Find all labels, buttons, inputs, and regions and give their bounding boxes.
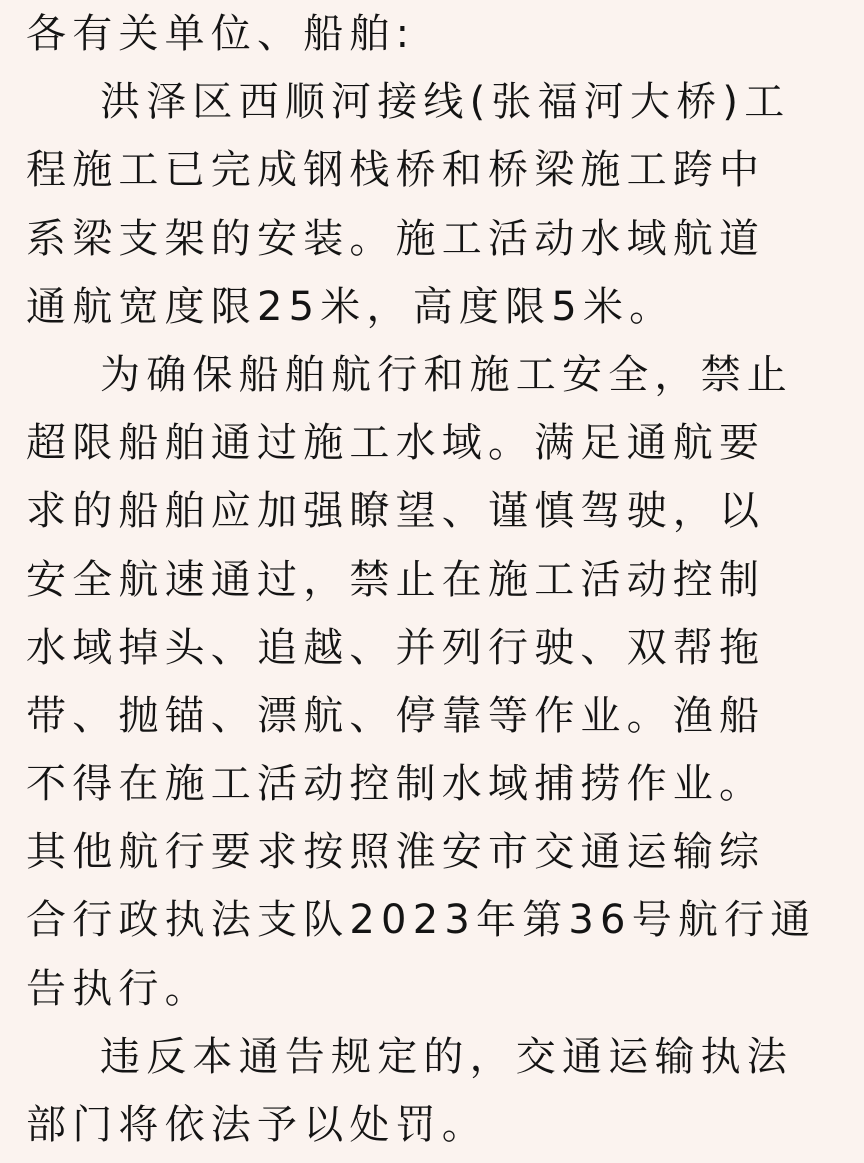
paragraph-1-line-3: 系梁支架的安装。施工活动水域航道 bbox=[26, 215, 766, 262]
paragraph-2-line-3: 求的船舶应加强瞭望、谨慎驾驶，以 bbox=[26, 488, 766, 535]
paragraph-1-line-2: 程施工已完成钢栈桥和桥梁施工跨中 bbox=[26, 147, 766, 194]
paragraph-2-line-7: 不得在施工活动控制水域捕捞作业。 bbox=[26, 761, 766, 808]
paragraph-2-line-10: 告执行。 bbox=[26, 965, 211, 1012]
paragraph-2-line-6: 带、抛锚、漂航、停靠等作业。渔船 bbox=[26, 692, 766, 739]
paragraph-2-line-9: 合行政执法支队2023年第36号航行通 bbox=[26, 897, 817, 944]
paragraph-3-line-1: 违反本通告规定的，交通运输执法 bbox=[100, 1033, 793, 1080]
salutation-line: 各有关单位、船舶: bbox=[26, 11, 416, 57]
paragraph-2-line-2: 超限船舶通过施工水域。满足通航要 bbox=[26, 420, 766, 467]
notice-body bbox=[26, 0, 838, 1159]
paragraph-2-line-4: 安全航速通过，禁止在施工活动控制 bbox=[26, 556, 766, 603]
paragraph-2-line-5: 水域掉头、追越、并列行驶、双帮拖 bbox=[26, 624, 766, 671]
paragraph-1-line-4: 通航宽度限25米，高度限5米。 bbox=[26, 283, 676, 330]
paragraph-2-line-8: 其他航行要求按照淮安市交通运输综 bbox=[26, 829, 766, 876]
paragraph-2-line-1: 为确保船舶航行和施工安全，禁止 bbox=[100, 351, 793, 398]
paragraph-1-line-1: 洪泽区西顺河接线(张福河大桥)工 bbox=[100, 79, 791, 126]
paragraph-3-line-2: 部门将依法予以处罚。 bbox=[26, 1102, 488, 1148]
